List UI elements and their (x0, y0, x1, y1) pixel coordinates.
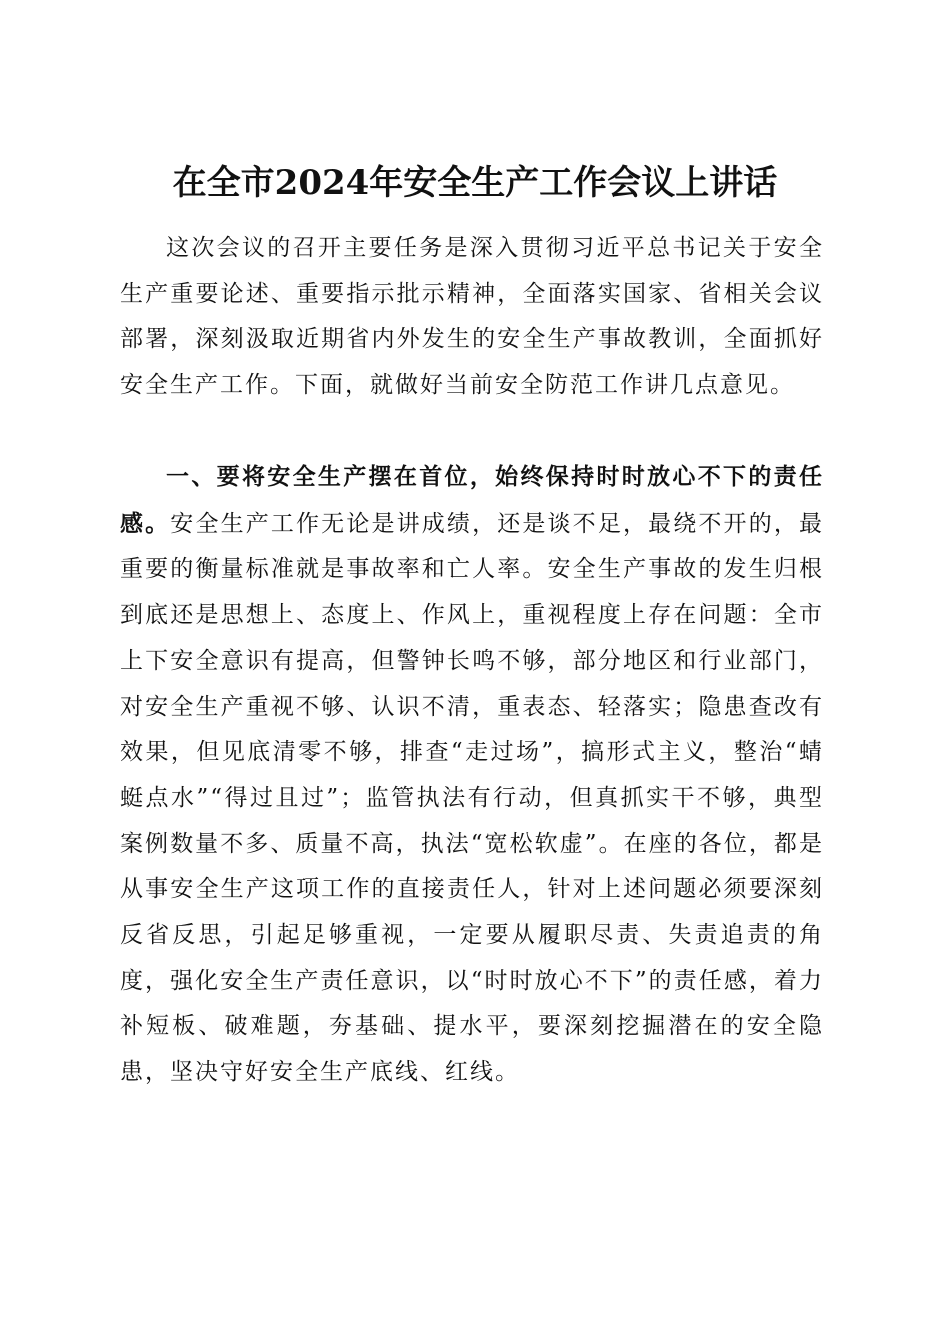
section-one-paragraph (120, 454, 824, 1096)
intro-paragraph (120, 226, 824, 409)
intro-paragraph-text: 这次会议的召开主要任务是深入贯彻习近平总书记关于安全生产重要论述、重要指示批示精神，全面落实国家、省相关会议部署，深刻汲取近期省内外发生的安全生产事故教训，全面抓好安全生产工作。下面，就做好当前安全防范工作讲几点意见。 (120, 235, 824, 399)
page-title: 在全市2024年安全生产工作会议上讲话 (172, 162, 778, 203)
section-one-text: 安全生产工作无论是讲成绩，还是谈不足，最绕不开的，最重要的衡量标准就是事故率和亡人率。安全生产事故的发生归根到底还是思想上、态度上、作风上，重视程度上存在问题：全市上下安全意识有提高，但警钟长鸣不够，部分地区和行业部门，对安全生产重视不够、认识不清，重表态、轻落实；隐患查改有效果，但见底清零不够，排查“走过场”，搞形式主义，整治“蜻蜓点水”“得过且过”；监管执法有行动，但真抓实干不够，典型案例数量不多、质量不高，执法“宽松软虚”。在座的各位，都是从事安全生产这项工作的直接责任人，针对上述问题必须要深刻反省反思，引起足够重视，一定要从履职尽责、失责追责的角度，强化安全生产责任意识，以“时时放心不下”的责任感，着力补短板、破难题，夯基础、提水平，要深刻挖掘潜在的安全隐患，坚决守好安全生产底线、红线。 (120, 510, 825, 1086)
section-one-heading: 一、要将安全生产摆在首位，始终保持时时放心不下的责任感。 (120, 463, 824, 537)
